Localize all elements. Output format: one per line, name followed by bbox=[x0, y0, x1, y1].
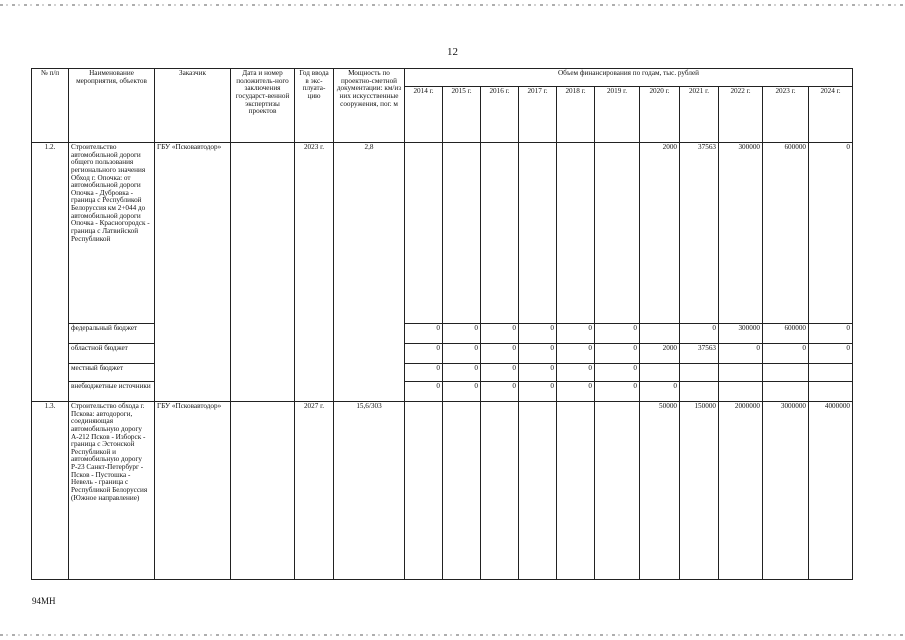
value-cell: 0 bbox=[763, 344, 809, 364]
scan-edge-top bbox=[0, 4, 905, 6]
value-cell bbox=[809, 364, 853, 382]
header-capacity: Мощность по проектно-сметной документации: км/из них искусственные сооружения, пог. м bbox=[334, 69, 405, 143]
row-name: Строительство автомобильной дороги общего пользования регионального значения Обход г. Опочка: от автомобильной дороги Опочка - Дубровка - граница с Республикой Белоруссия км 2+044 до автомобильной дороги Опочка - Красногородск - граница с Латвийской Республикой bbox=[69, 143, 155, 324]
value-cell bbox=[405, 402, 443, 580]
value-cell: 0 bbox=[557, 344, 595, 364]
row-year: 2027 г. bbox=[295, 402, 334, 580]
table-row-1-2 bbox=[32, 143, 853, 324]
header-year-2019: 2019 г. bbox=[595, 87, 640, 143]
value-cell: 0 bbox=[557, 324, 595, 344]
value-cell: 0 bbox=[519, 324, 557, 344]
value-cell bbox=[595, 143, 640, 324]
value-cell: 0 bbox=[640, 382, 680, 402]
value-cell bbox=[405, 143, 443, 324]
table-row-1-3 bbox=[32, 402, 853, 580]
header-num: № п/п bbox=[32, 69, 69, 143]
value-cell: 0 bbox=[405, 382, 443, 402]
value-cell: 0 bbox=[443, 364, 481, 382]
value-cell: 0 bbox=[809, 143, 853, 324]
value-cell: 0 bbox=[809, 324, 853, 344]
value-cell: 0 bbox=[405, 324, 443, 344]
header-year-2020: 2020 г. bbox=[640, 87, 680, 143]
row-expertise bbox=[231, 402, 295, 580]
source-name: областной бюджет bbox=[69, 344, 155, 364]
header-customer: Заказчик bbox=[155, 69, 231, 143]
value-cell: 600000 bbox=[763, 324, 809, 344]
value-cell: 2000 bbox=[640, 344, 680, 364]
header-expertise: Дата и номер положитель-ного заключения государст-венной экспертизы проектов bbox=[231, 69, 295, 143]
footer-code: 94МН bbox=[32, 596, 56, 606]
value-cell: 0 bbox=[481, 344, 519, 364]
value-cell: 0 bbox=[481, 364, 519, 382]
value-cell bbox=[719, 382, 763, 402]
header-year-2021: 2021 г. bbox=[680, 87, 719, 143]
value-cell: 0 bbox=[481, 382, 519, 402]
header-year: Год ввода в экс-плуата-цию bbox=[295, 69, 334, 143]
value-cell bbox=[519, 402, 557, 580]
value-cell bbox=[443, 402, 481, 580]
value-cell: 0 bbox=[680, 324, 719, 344]
header-year-2015: 2015 г. bbox=[443, 87, 481, 143]
value-cell: 0 bbox=[443, 382, 481, 402]
row-num: 1.2. bbox=[32, 143, 69, 402]
source-name: местный бюджет bbox=[69, 364, 155, 382]
value-cell: 0 bbox=[405, 344, 443, 364]
row-expertise bbox=[231, 143, 295, 402]
header-year-2022: 2022 г. bbox=[719, 87, 763, 143]
value-cell: 0 bbox=[443, 324, 481, 344]
value-cell: 0 bbox=[719, 344, 763, 364]
value-cell: 4000000 bbox=[809, 402, 853, 580]
value-cell: 0 bbox=[443, 344, 481, 364]
value-cell: 0 bbox=[519, 364, 557, 382]
value-cell bbox=[557, 402, 595, 580]
value-cell bbox=[519, 143, 557, 324]
value-cell bbox=[680, 382, 719, 402]
value-cell: 300000 bbox=[719, 143, 763, 324]
header-financing: Объем финансирования по годам, тыс. рублей bbox=[405, 69, 853, 87]
value-cell: 150000 bbox=[680, 402, 719, 580]
value-cell bbox=[640, 324, 680, 344]
value-cell: 37563 bbox=[680, 344, 719, 364]
row-customer: ГБУ «Псковавтодор» bbox=[155, 402, 231, 580]
value-cell bbox=[595, 402, 640, 580]
header-year-2018: 2018 г. bbox=[557, 87, 595, 143]
row-num: 1.3. bbox=[32, 402, 69, 580]
value-cell bbox=[481, 143, 519, 324]
value-cell: 0 bbox=[595, 344, 640, 364]
scan-edge-bottom bbox=[0, 634, 905, 636]
row-capacity: 15,6/303 bbox=[334, 402, 405, 580]
row-customer: ГБУ «Псковавтодор» bbox=[155, 143, 231, 402]
value-cell: 0 bbox=[405, 364, 443, 382]
value-cell bbox=[481, 402, 519, 580]
source-name: федеральный бюджет bbox=[69, 324, 155, 344]
value-cell: 0 bbox=[595, 364, 640, 382]
row-capacity: 2,8 bbox=[334, 143, 405, 402]
value-cell bbox=[640, 364, 680, 382]
header-year-2016: 2016 г. bbox=[481, 87, 519, 143]
value-cell: 50000 bbox=[640, 402, 680, 580]
page-number: 12 bbox=[447, 46, 458, 58]
value-cell bbox=[680, 364, 719, 382]
value-cell bbox=[763, 382, 809, 402]
header-name: Наименование мероприятия, объектов bbox=[69, 69, 155, 143]
header-year-2014: 2014 г. bbox=[405, 87, 443, 143]
value-cell: 0 bbox=[595, 382, 640, 402]
value-cell: 0 bbox=[809, 344, 853, 364]
value-cell: 0 bbox=[519, 382, 557, 402]
header-year-2024: 2024 г. bbox=[809, 87, 853, 143]
header-year-2023: 2023 г. bbox=[763, 87, 809, 143]
value-cell: 0 bbox=[481, 324, 519, 344]
value-cell bbox=[557, 143, 595, 324]
value-cell: 0 bbox=[595, 324, 640, 344]
source-name: внебюджетные источники bbox=[69, 382, 155, 402]
value-cell: 300000 bbox=[719, 324, 763, 344]
value-cell bbox=[719, 364, 763, 382]
value-cell: 2000 bbox=[640, 143, 680, 324]
value-cell: 0 bbox=[557, 364, 595, 382]
value-cell bbox=[763, 364, 809, 382]
value-cell: 37563 bbox=[680, 143, 719, 324]
row-year: 2023 г. bbox=[295, 143, 334, 402]
value-cell: 600000 bbox=[763, 143, 809, 324]
value-cell: 0 bbox=[557, 382, 595, 402]
value-cell: 3000000 bbox=[763, 402, 809, 580]
value-cell: 2000000 bbox=[719, 402, 763, 580]
header-year-2017: 2017 г. bbox=[519, 87, 557, 143]
financing-table bbox=[31, 68, 853, 580]
row-name: Строительство обхода г. Пскова: автодороги, соединяющая автомобильную дорогу А-212 Псков - Изборск - граница с Эстонской Республикой и автомобильную дорогу Р-23 Санкт-Петербург - Псков - Пустошка - Невель - граница с Республикой Белоруссия (Южное направление) bbox=[69, 402, 155, 580]
value-cell: 0 bbox=[519, 344, 557, 364]
value-cell bbox=[443, 143, 481, 324]
value-cell bbox=[809, 382, 853, 402]
